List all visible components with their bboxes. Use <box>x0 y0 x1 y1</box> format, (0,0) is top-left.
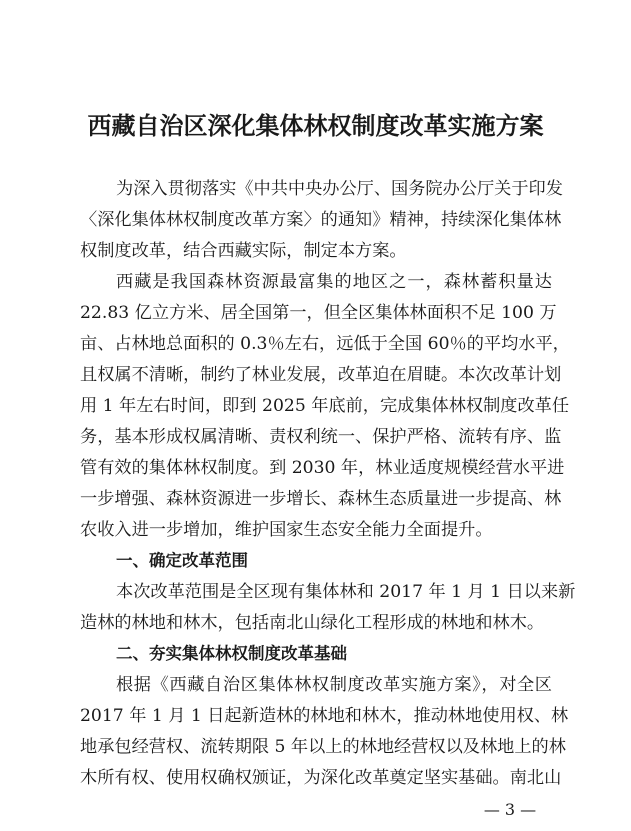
text-line: 权制度改革，结合西藏实际，制定本方案。 <box>80 241 407 261</box>
text-line: 农收入进一步增加，维护国家生态安全能力全面提升。 <box>80 520 493 540</box>
text-line: 本次改革范围是全区现有集体林和 2017 年 1 月 1 日以来新 <box>116 582 576 602</box>
text-line: 2017 年 1 月 1 日起新造林的林地和林木，推动林地使用权、林 <box>80 706 569 726</box>
text-line: 木所有权、使用权确权颁证，为深化改革奠定坚实基础。南北山 <box>80 768 562 788</box>
text-line: 且权属不清晰，制约了林业发展，改革迫在眉睫。本次改革计划 <box>80 365 562 385</box>
text-line: 一步增强、森林资源进一步增长、森林生态质量进一步提高、林 <box>80 489 562 509</box>
text-line: 亩、占林地总面积的 0.3％左右，远低于全国 60％的平均水平， <box>80 334 570 354</box>
text-line: 务，基本形成权属清晰、责权利统一、保护严格、流转有序、监 <box>80 427 562 447</box>
text-line: 地承包经营权、流转期限 5 年以上的林地经营权以及林地上的林 <box>80 737 566 757</box>
text-line: 用 1 年左右时间，即到 2025 年底前，完成集体林权制度改革任 <box>80 396 570 416</box>
text-line: 为深入贯彻落实《中共中央办公厅、国务院办公厅关于印发 <box>116 179 563 199</box>
text-line: 造林的林地和林木，包括南北山绿化工程形成的林地和林木。 <box>80 613 545 633</box>
text-line: 〈深化集体林权制度改革方案〉的通知》精神，持续深化集体林 <box>80 210 562 230</box>
text-line: 22.83 亿立方米、居全国第一，但全区集体林面积不足 100 万 <box>80 303 557 323</box>
document-title: 西藏自治区深化集体林权制度改革实施方案 <box>87 111 544 140</box>
text-line: 根据《西藏自治区集体林权制度改革实施方案》，对全区 <box>116 675 552 695</box>
section-heading: 二、夯实集体林权制度改革基础 <box>116 644 347 663</box>
text-line: 西藏是我国森林资源最富集的地区之一，森林蓄积量达 <box>116 272 552 292</box>
text-line: 管有效的集体林权制度。到 2030 年，林业适度规模经营水平进 <box>80 458 565 478</box>
page-number: — 3 — <box>483 800 537 819</box>
section-heading: 一、确定改革范围 <box>116 551 248 570</box>
